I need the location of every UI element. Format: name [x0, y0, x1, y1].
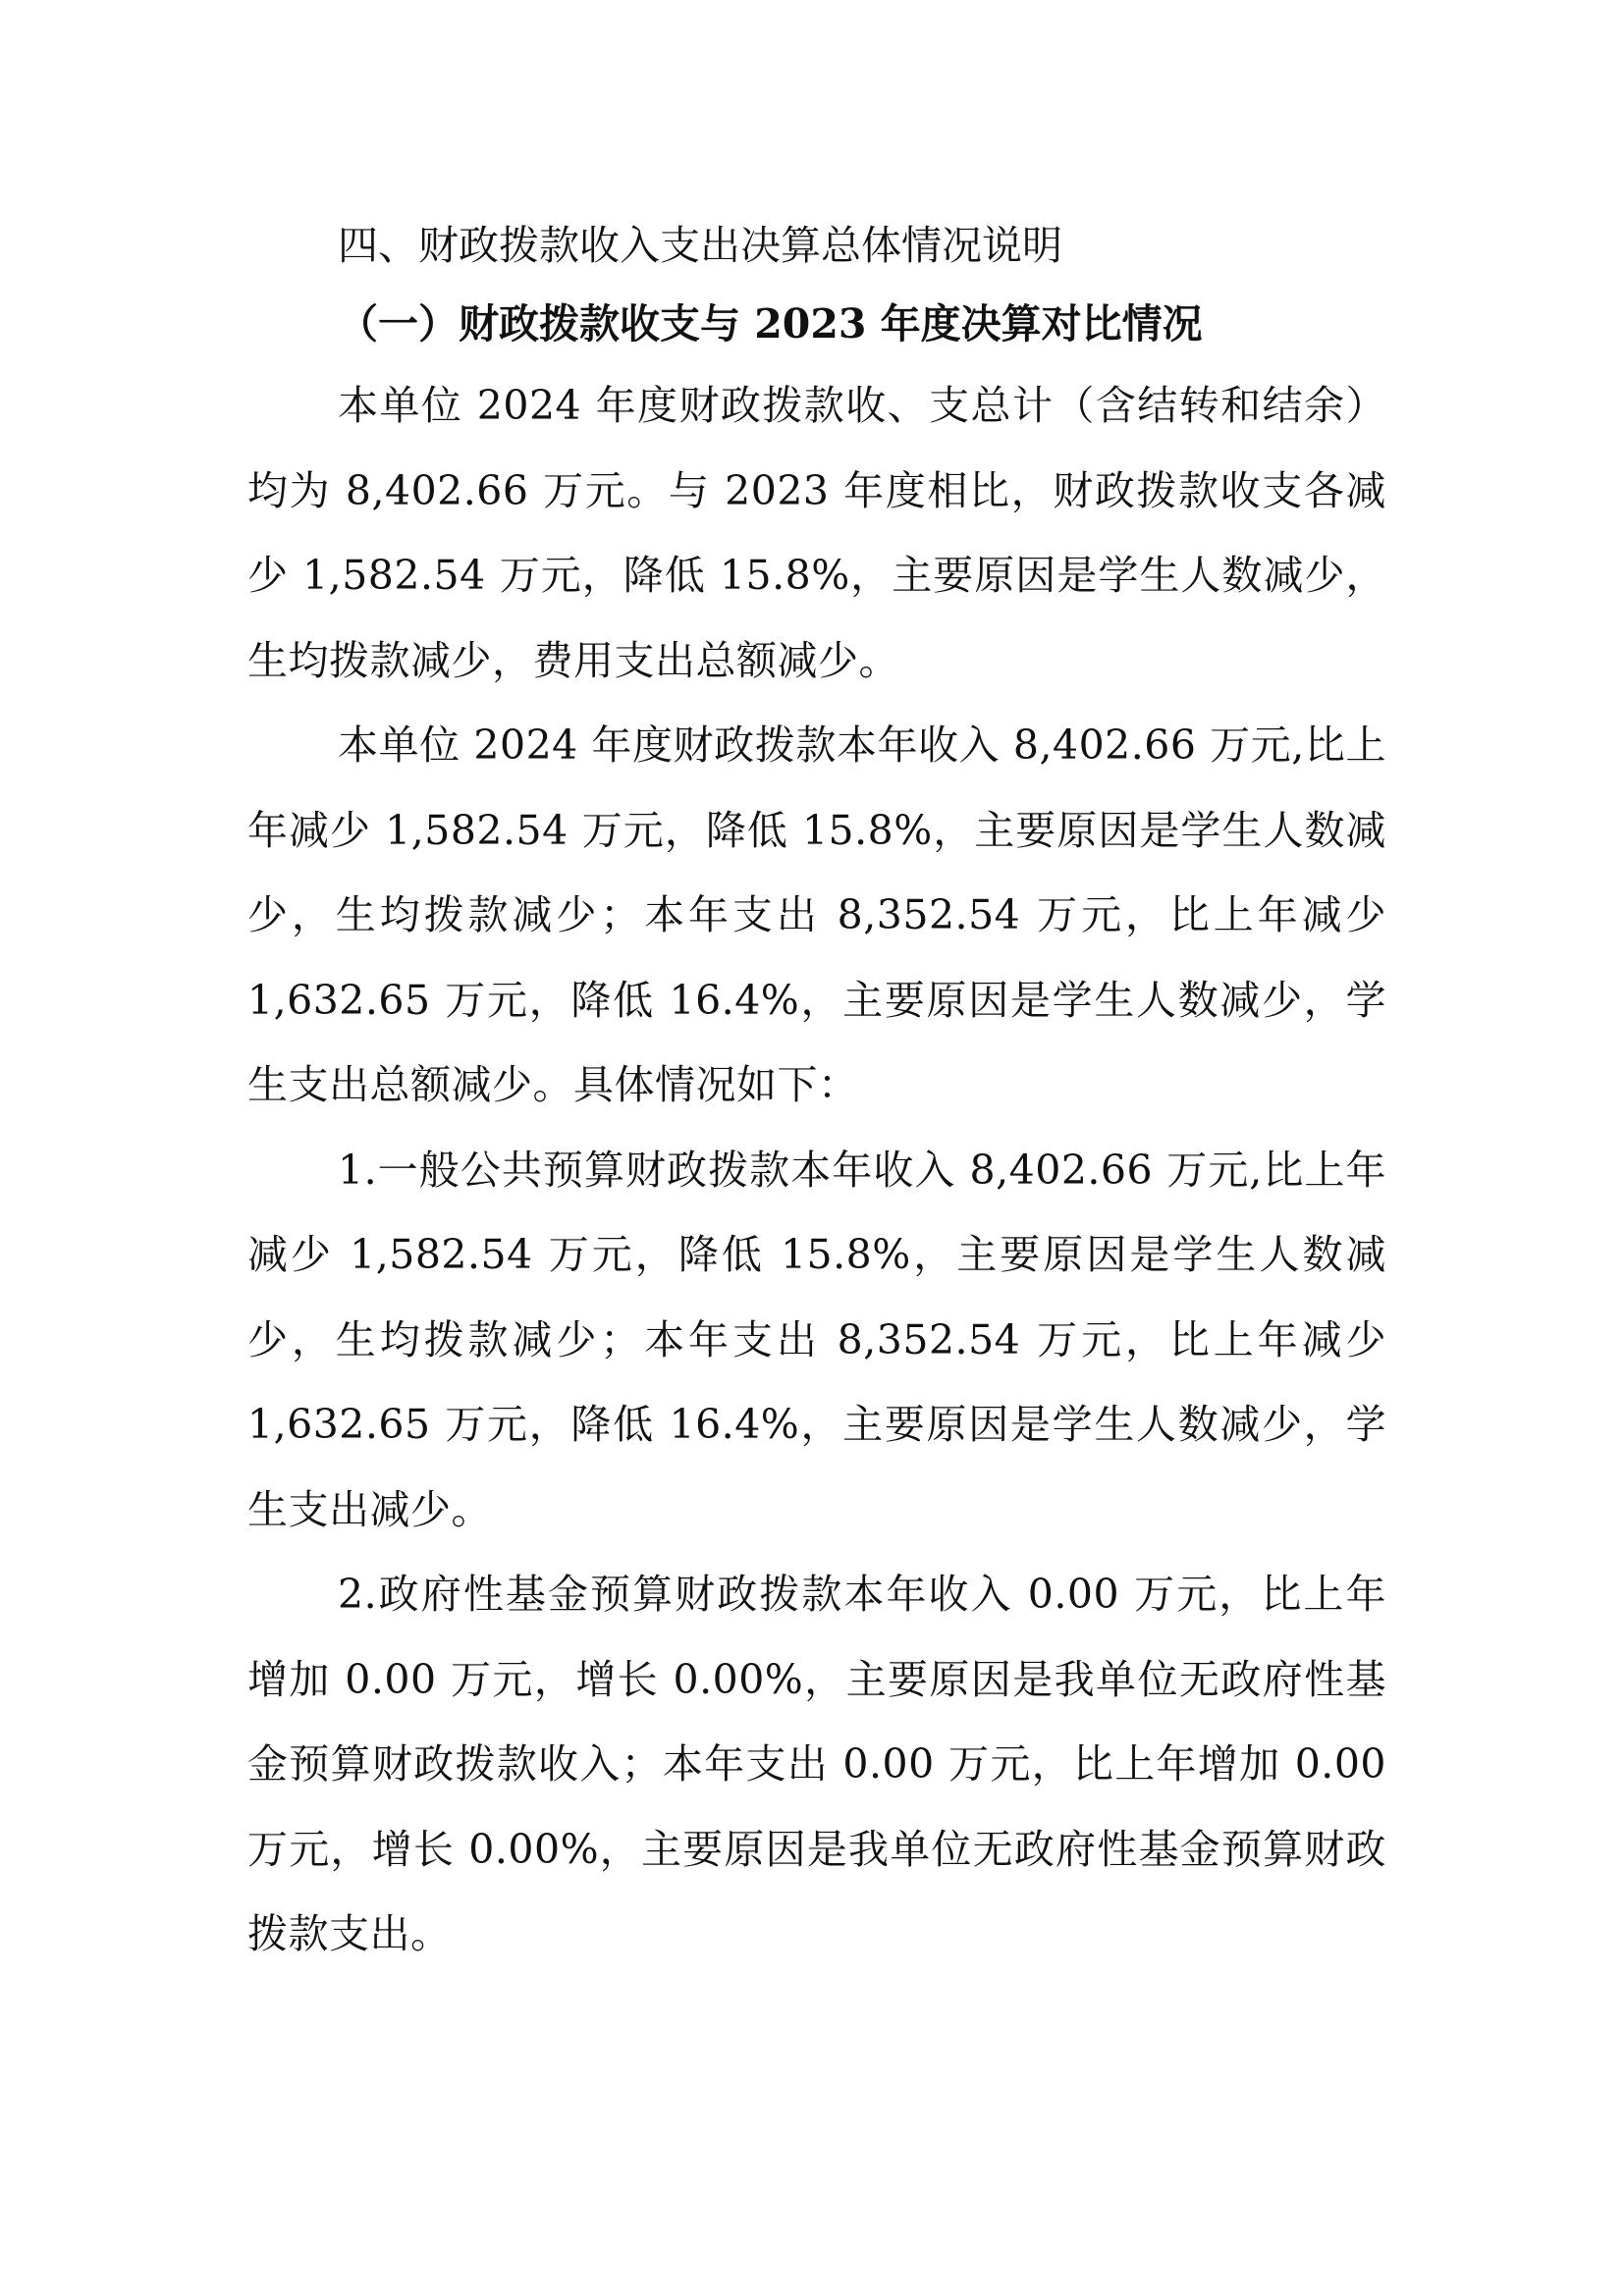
document-body	[247, 206, 1386, 1977]
paragraph-government-fund: 2.政府性基金预算财政拨款本年收入 0.00 万元，比上年增加 0.00 万元，增长 0.00%，主要原因是我单位无政府性基金预算财政拨款收入；本年支出 0.00 万元，比上年增加 0.00 万元，增长 0.00%，主要原因是我单位无政府性基金预算财政拨款支出。	[247, 1571, 1386, 1957]
section-subheading: （一）财政拨款收支与 2023 年度决算对比情况	[338, 300, 1203, 347]
section-heading: 四、财政拨款收入支出决算总体情况说明	[338, 222, 1062, 269]
paragraph-income-expense: 本单位 2024 年度财政拨款本年收入 8,402.66 万元,比上年减少 1,582.54 万元，降低 15.8%，主要原因是学生人数减少，生均拨款减少；本年支出 8,352.54 万元，比上年减少 1,632.65 万元，降低 16.4%，主要原因是学生人数减少，学生支出总额减少。具体情况如下：	[247, 721, 1386, 1108]
paragraph-summary: 本单位 2024 年度财政拨款收、支总计（含结转和结余）均为 8,402.66 万元。与 2023 年度相比，财政拨款收支各减少 1,582.54 万元，降低 15.8%，主要原因是学生人数减少，生均拨款减少，费用支出总额减少。	[247, 382, 1386, 684]
paragraph-general-budget: 1.一般公共预算财政拨款本年收入 8,402.66 万元,比上年减少 1,582.54 万元，降低 15.8%，主要原因是学生人数减少，生均拨款减少；本年支出 8,352.54 万元，比上年减少 1,632.65 万元，降低 16.4%，主要原因是学生人数减少，学生支出减少。	[247, 1146, 1386, 1533]
